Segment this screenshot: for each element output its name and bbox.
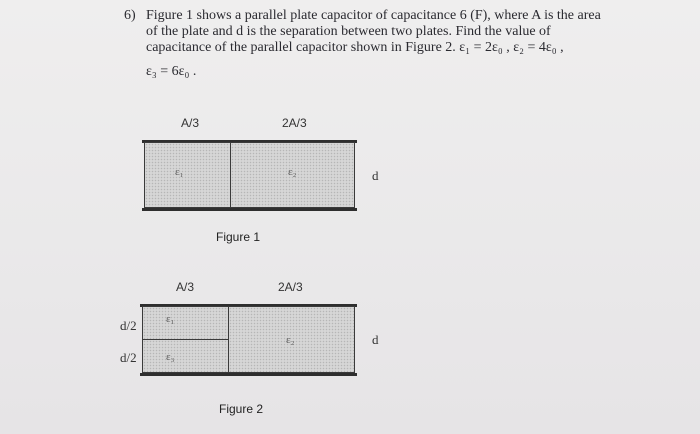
fig1-eps2: ε₂ [288,166,297,178]
fig2-eps1: ε₁ [166,313,175,325]
fig2-area-label-right: 2A/3 [278,280,303,294]
fig2-eps3: ε₃ [166,351,175,363]
fig2-half-bottom-label: d/2 [120,350,137,365]
fig2-d-label: d [372,332,379,347]
fig1-area-label-left: A/3 [181,116,200,130]
problem-line-1: Figure 1 shows a parallel plate capacitor of capacitance 6 (F), where A is the area [146,8,601,23]
problem-line-3: capacitance of the parallel capacitor shown in Figure 2. ε₁ = 2ε₀ , ε₂ = 4ε₀ , [146,40,564,55]
fig1-d-label: d [372,168,379,183]
fig2-caption: Figure 2 [219,402,264,416]
problem-number: 6) [124,8,136,23]
fig2-dielectric-bottom-left [142,339,230,373]
problem-line-4: ε₃ = 6ε₀ . [146,64,197,79]
fig2-eps2: ε₂ [286,334,295,346]
fig2-bottom-plate [140,373,357,376]
problem-line-2: of the plate and d is the separation between two plates. Find the value of [146,24,551,39]
fig1-area-label-right: 2A/3 [282,116,307,130]
fig2-dielectric-top-left [142,306,230,340]
fig1-caption: Figure 1 [216,230,261,244]
fig2-area-label-left: A/3 [176,280,195,294]
fig2-half-top-label: d/2 [120,318,137,333]
fig1-eps1: ε₁ [175,166,184,178]
